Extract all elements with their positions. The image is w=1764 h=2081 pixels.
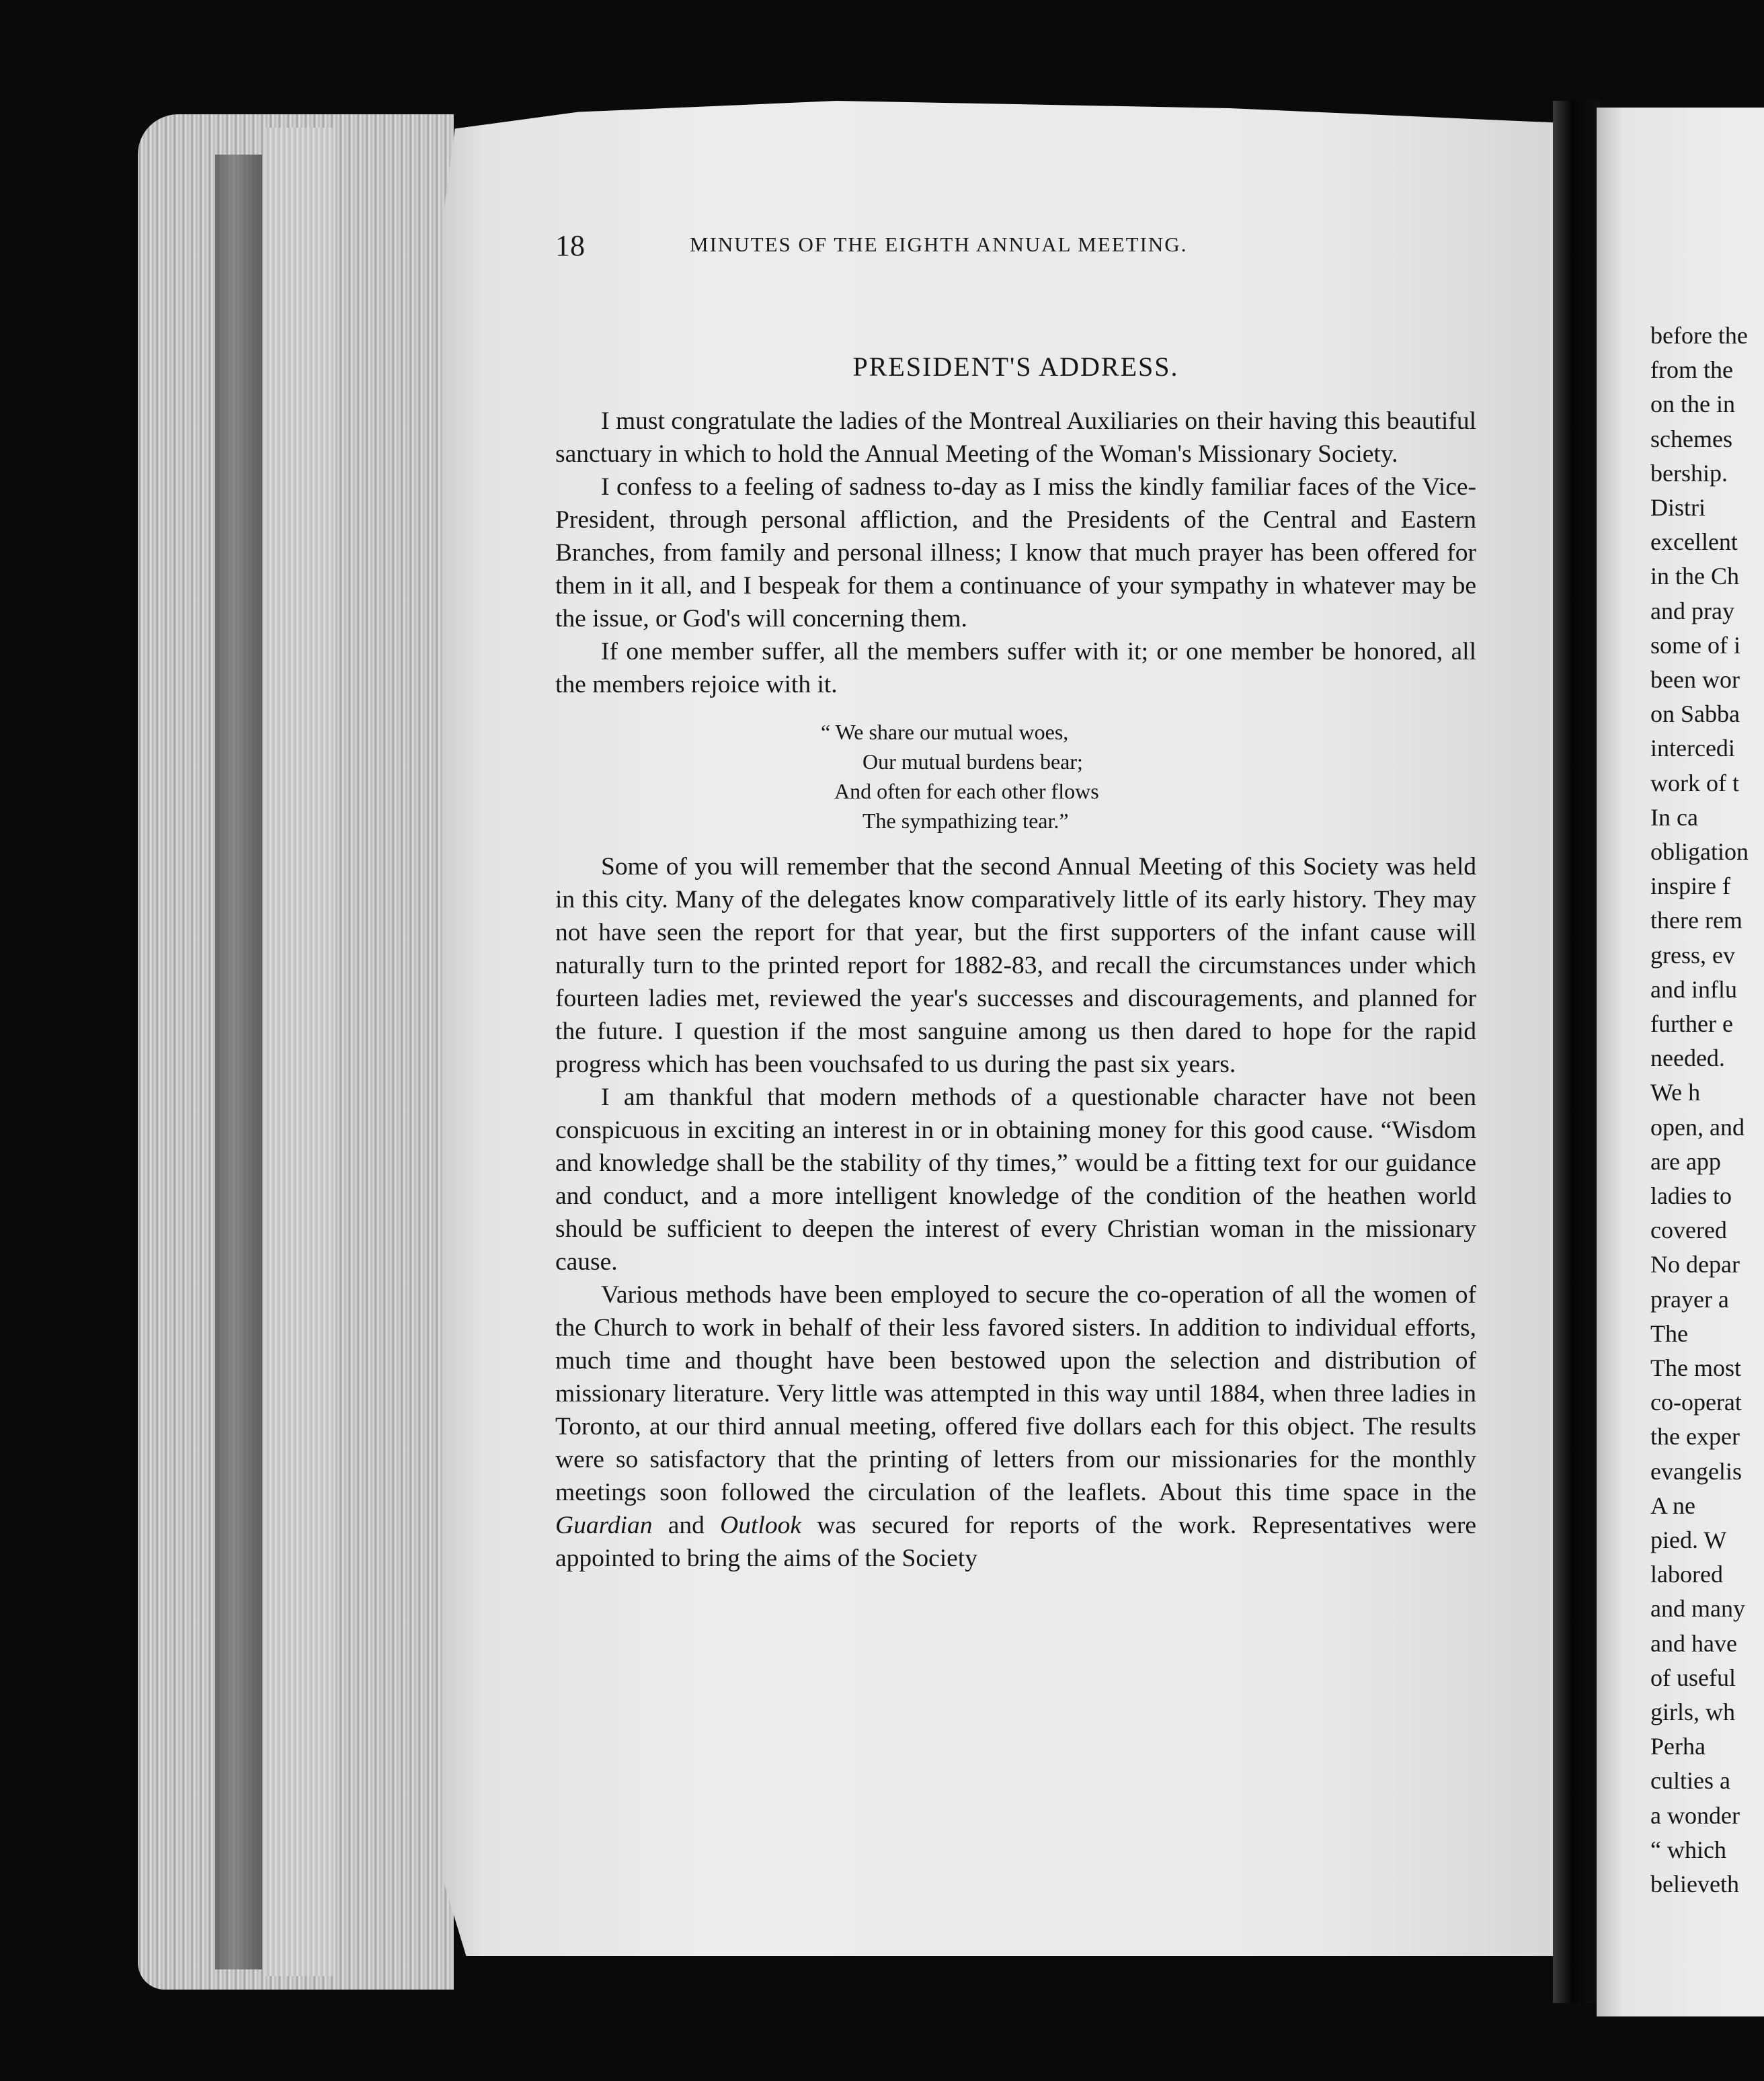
facing-page-line: work of t: [1650, 769, 1739, 797]
facing-page-line: of useful: [1650, 1664, 1736, 1691]
text-run: and: [652, 1512, 721, 1539]
facing-page-line: on Sabba: [1650, 700, 1740, 728]
facing-page-line: Perha: [1650, 1733, 1706, 1760]
facing-page-line: bership.: [1650, 459, 1728, 487]
facing-page-line: culties a: [1650, 1767, 1730, 1795]
italic-title: Guardian: [555, 1512, 653, 1539]
facing-page-line: the exper: [1650, 1423, 1740, 1451]
facing-page-line: further e: [1650, 1010, 1733, 1037]
text-run: was secured for reports of the work. Representatives were appointed to bring the aims of the Society: [555, 1512, 1476, 1572]
poem-line: Our mutual burdens bear;: [863, 749, 1083, 774]
facing-page-line: and many: [1650, 1595, 1745, 1623]
poem-line: And often for each other flows: [834, 779, 1099, 803]
facing-page-line: been wor: [1650, 666, 1740, 693]
running-head: MINUTES OF THE EIGHTH ANNUAL MEETING.: [690, 233, 1188, 256]
facing-page-line: co-operat: [1650, 1389, 1742, 1416]
facing-page-line: and pray: [1650, 597, 1734, 624]
facing-page-line: on the in: [1650, 391, 1735, 418]
facing-page-line: No depar: [1650, 1251, 1740, 1278]
facing-page-line: covered: [1650, 1217, 1727, 1244]
facing-page-line: needed.: [1650, 1045, 1725, 1072]
facing-page-line: are app: [1650, 1147, 1721, 1175]
facing-page-line: evangelis: [1650, 1457, 1742, 1485]
paragraph: I must congratulate the ladies of the Montreal Auxiliaries on their having this beautiful sanctuary in which to hold the Annual Meeting of the Woman's Missionary Society.: [555, 407, 1476, 468]
page-number: 18: [555, 229, 585, 262]
facing-page-line: gress, ev: [1650, 941, 1735, 969]
article-title: PRESIDENT'S ADDRESS.: [852, 352, 1179, 382]
facing-page-line: some of i: [1650, 631, 1740, 659]
facing-page-line: We h: [1650, 1079, 1701, 1106]
facing-page-line: girls, wh: [1650, 1699, 1735, 1725]
facing-page-line: and influ: [1650, 975, 1737, 1003]
facing-page-line: The most: [1650, 1354, 1741, 1381]
italic-title: Outlook: [720, 1512, 801, 1539]
facing-page-line: excellent: [1650, 528, 1738, 556]
paragraph: Some of you will remember that the second Annual Meeting of this Society was held in this city. Many of the delegates know comparatively little of its early history. They may not have seen the report for that year, but the first supporters of the infant cause will naturally turn to the printed report for 1882-83, and recall the circumstances under which fourteen ladies met, reviewed the year's successes and discouragements, and planned for the future. I question if the most sanguine among us then dared to hope for the rapid progress which has been vouchsafed to us during the past six years.: [555, 853, 1476, 1078]
facing-page-line: intercedi: [1650, 735, 1735, 762]
facing-page-line: open, and: [1650, 1113, 1745, 1141]
text-run: Various methods have been employed to secure the co-operation of all the women of the Church to work in behalf of their less favored sisters. In addition to individual efforts, much time and thought have been bestowed upon the selection and distribution of missionary literature. Very little was attempted in this way until 1884, when three ladies in Toronto, at our third annual meeting, offered five dollars each for this object. The results were so satisfactory that the printing of letters from our missionaries for the monthly meetings soon followed the circulation of the leaflets. About this time space in the: [555, 1281, 1476, 1506]
facing-page-line: inspire f: [1650, 872, 1730, 900]
facing-page-line: The: [1650, 1319, 1688, 1347]
facing-page-line: A ne: [1650, 1492, 1695, 1519]
facing-page-line: labored: [1650, 1561, 1723, 1588]
poem-line: “ We share our mutual woes,: [821, 720, 1069, 744]
poem-line: The sympathizing tear.”: [863, 809, 1069, 833]
facing-page-line: obligation: [1650, 838, 1749, 865]
paragraph: I am thankful that modern methods of a questionable character have not been conspicuous in exciting an interest in or in obtaining money for this good cause. “Wisdom and knowledge shall be the stability of thy times,” would be a fitting text for our guidance and conduct, and a more intelligent knowledge of the condition of the heathen world should be sufficient to deepen the interest of every Christian woman in the missionary cause.: [555, 1084, 1476, 1276]
facing-page-line: there rem: [1650, 907, 1742, 934]
facing-page-line: “ which: [1650, 1836, 1726, 1863]
facing-page-line: pied. W: [1650, 1526, 1727, 1553]
facing-page-line: in the Ch: [1650, 563, 1739, 590]
facing-page-line: schemes: [1650, 425, 1732, 452]
facing-page-line: ladies to: [1650, 1182, 1732, 1209]
facing-page-line: In ca: [1650, 803, 1698, 831]
paragraph: I confess to a feeling of sadness to-day as I miss the kindly familiar faces of the Vice-President, through personal affliction, and the Presidents of the Central and Eastern Branches, from family and personal illness; I know that much prayer has been offered for them in it all, and I bespeak for them a continuance of your sympathy in whatever may be the issue, or God's will concerning them.: [555, 473, 1476, 633]
facing-page-line: before the: [1650, 322, 1748, 349]
facing-page-line: and have: [1650, 1629, 1737, 1657]
paragraph: If one member suffer, all the members suffer with it; or one member be honored, all the members rejoice with it.: [555, 638, 1476, 698]
facing-page-line: from the: [1650, 356, 1733, 384]
facing-page-line: prayer a: [1650, 1285, 1729, 1313]
facing-page-line: believeth: [1650, 1871, 1739, 1898]
facing-page-line: a wonder: [1650, 1801, 1740, 1829]
facing-page-line: Distri: [1650, 494, 1706, 521]
